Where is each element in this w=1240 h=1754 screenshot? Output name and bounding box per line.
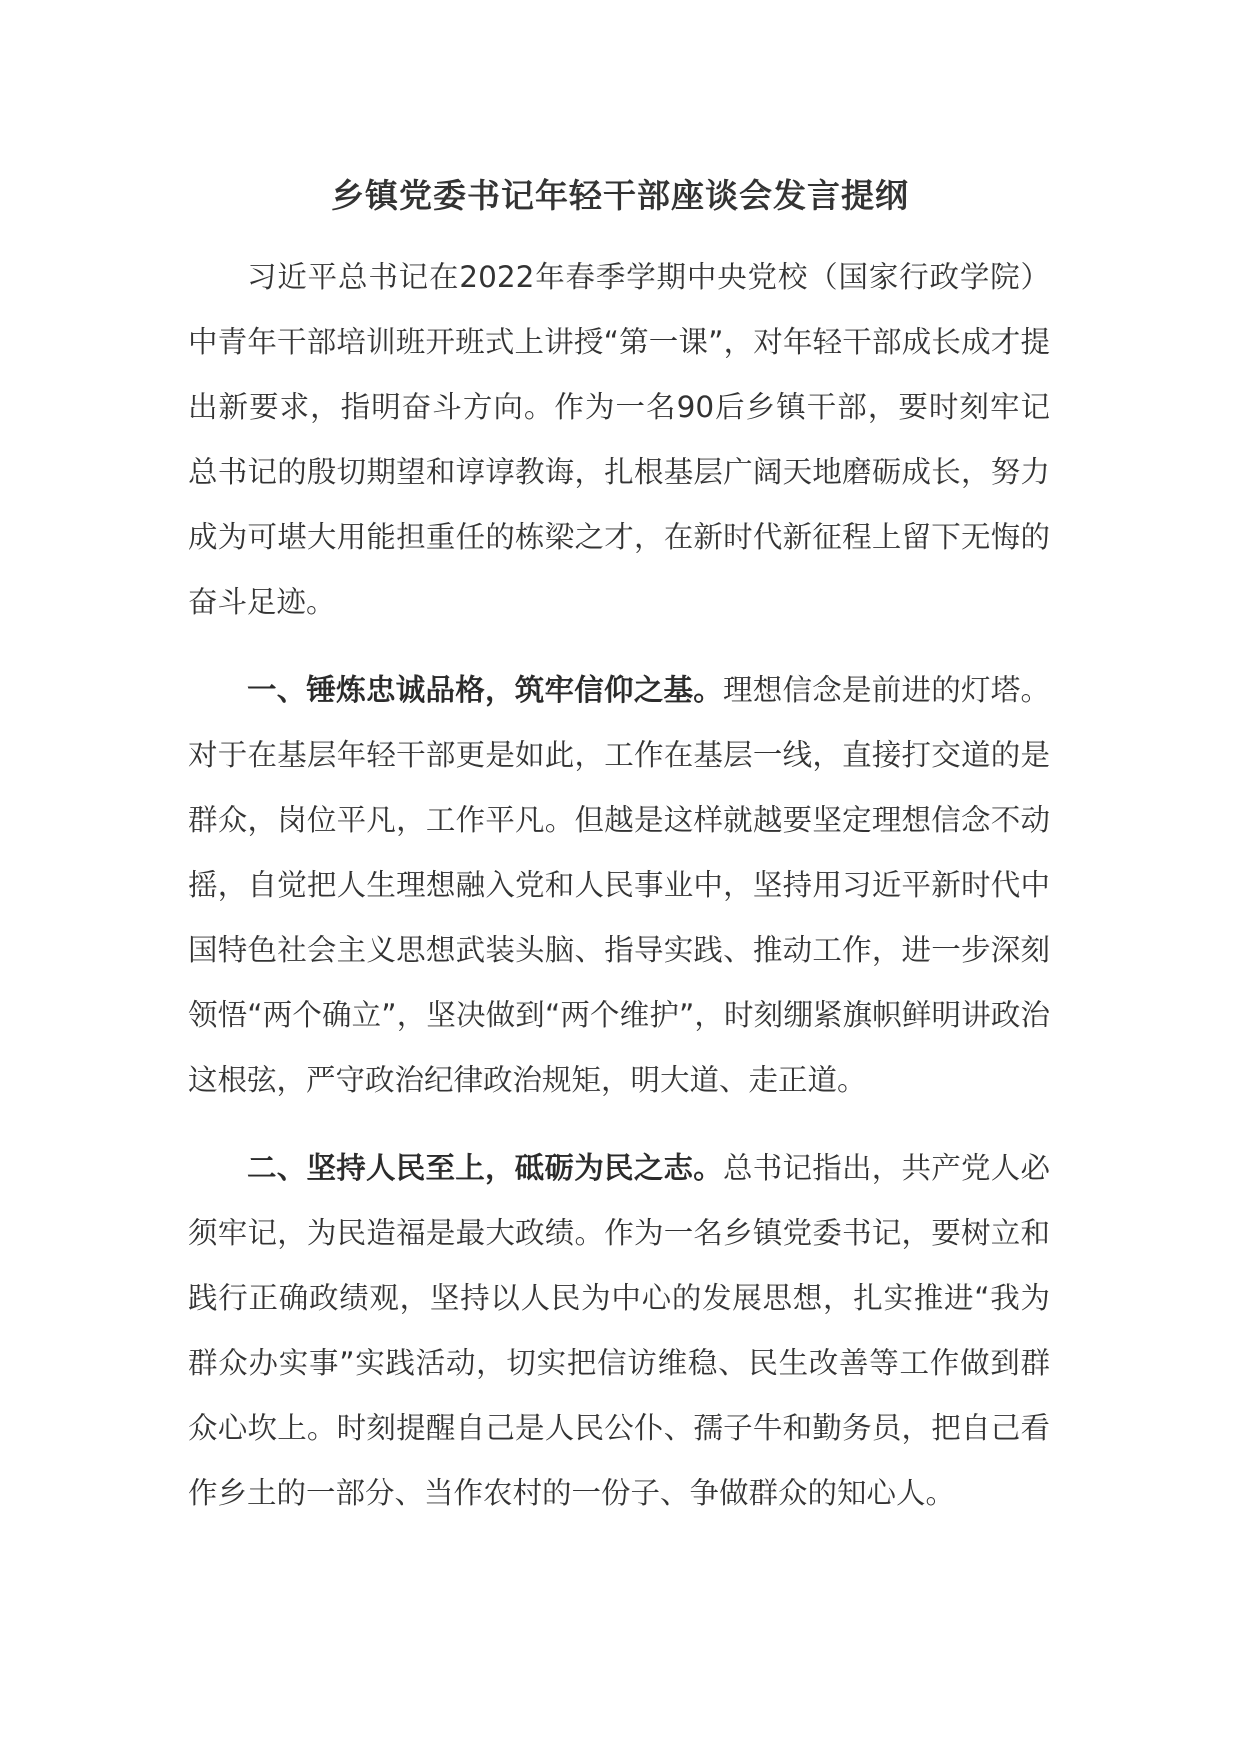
- document-title: 乡镇党委书记年轻干部座谈会发言提纲: [331, 176, 909, 215]
- document-body: [188, 245, 1050, 1526]
- section-text-1: 理想信念是前进的灯塔。对于在基层年轻干部更是如此，工作在基层一线，直接打交道的是群众，岗位平凡，工作平凡。但越是这样就越要坚定理想信念不动摇，自觉把人生理想融入党和人民事业中，坚持用习近平新时代中国特色社会主义思想武装头脑、指导实践、推动工作，进一步深刻领悟“两个确立”，坚决做到“两个维护”，时刻绷紧旗帜鲜明讲政治这根弦，严守政治纪律政治规矩，明大道、走正道。: [188, 673, 1050, 1097]
- section-heading-2: 二、坚持人民至上，砥砺为民之志。: [247, 1151, 723, 1185]
- intro-paragraph: 习近平总书记在2022年春季学期中央党校（国家行政学院）中青年干部培训班开班式上讲授“第一课”，对年轻干部成长成才提出新要求，指明奋斗方向。作为一名90后乡镇干部，要时刻牢记总书记的殷切期望和谆谆教诲，扎根基层广阔天地磨砺成长，努力成为可堪大用能担重任的栋梁之才，在新时代新征程上留下无悔的奋斗足迹。: [188, 260, 1050, 619]
- section-paragraph-1: [188, 658, 1050, 1113]
- section-paragraph-2: [188, 1136, 1050, 1526]
- section-text-2: 总书记指出，共产党人必须牢记，为民造福是最大政绩。作为一名乡镇党委书记，要树立和践行正确政绩观，坚持以人民为中心的发展思想，扎实推进“我为群众办实事”实践活动，切实把信访维稳、民生改善等工作做到群众心坎上。时刻提醒自己是人民公仆、孺子牛和勤务员，把自己看作乡土的一部分、当作农村的一份子、争做群众的知心人。: [188, 1151, 1050, 1510]
- section-heading-1: 一、锤炼忠诚品格，筑牢信仰之基。: [247, 673, 723, 707]
